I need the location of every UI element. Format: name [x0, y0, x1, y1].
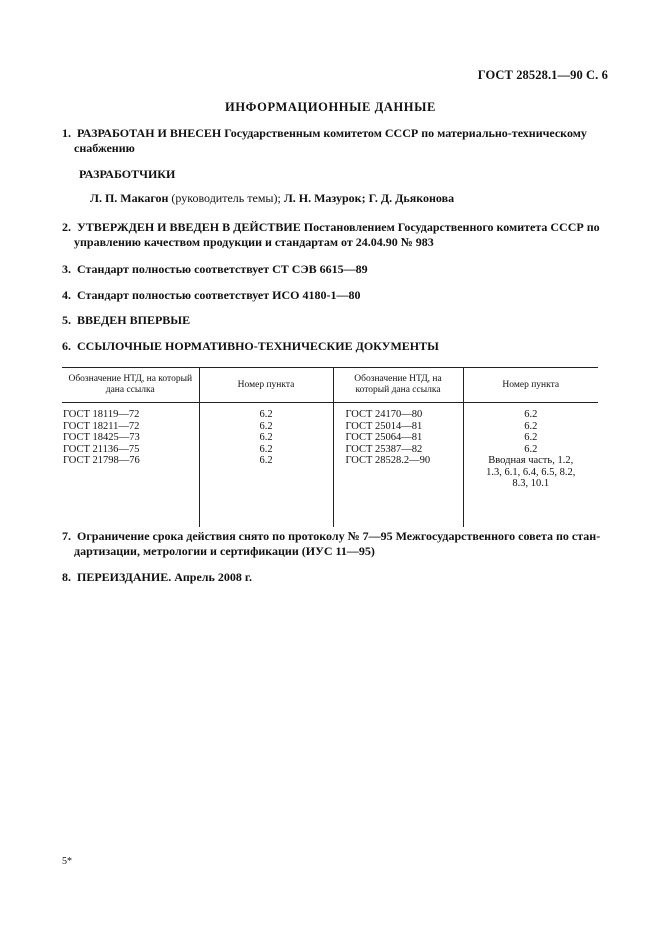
- header-ntd-designation: Обозначение НТД, на который дана ссылка: [68, 374, 193, 395]
- item-text: РАЗРАБОТАН И ВНЕСЕН Государственным комитетом СССР по материально-техническому: [77, 126, 587, 140]
- table-cell: ГОСТ 18119—72: [63, 409, 140, 420]
- item-text-continued: управлению качеством продукции и стандартам от 24.04.90 № 983: [74, 235, 434, 249]
- developer-name: Л. П. Макагон: [90, 191, 169, 205]
- header-item-number: Номер пункта: [199, 368, 333, 403]
- header-item-number: Номер пункта: [463, 368, 598, 403]
- ntd-list-left: [62, 403, 199, 528]
- table-cell: 6.2: [259, 432, 273, 443]
- item-text: ВВЕДЕН ВПЕРВЫЕ: [77, 313, 191, 327]
- item-8: [62, 570, 602, 585]
- item-1: [62, 126, 602, 156]
- developer-role: (руководитель темы);: [171, 191, 281, 205]
- item-text: Стандарт полностью соответствует СТ СЭВ 6615—89: [77, 262, 368, 276]
- item-numbers-right: [463, 403, 598, 528]
- developers-heading: РАЗРАБОТЧИКИ: [79, 167, 176, 181]
- item-number: 4.: [62, 288, 71, 302]
- table-cell: 6.2: [524, 432, 538, 443]
- table-cell: ГОСТ 24170—80: [345, 409, 423, 420]
- item-6: [62, 339, 602, 354]
- item-number: 6.: [62, 339, 71, 353]
- table-header-row: [62, 368, 598, 403]
- item-number: 3.: [62, 262, 71, 276]
- item-text-continued: снабжению: [74, 141, 135, 155]
- item-text-continued: дартизации, метрологии и сертификации (ИУС 11—95): [74, 544, 375, 558]
- table-cell: 6.2: [259, 409, 273, 420]
- table-row: [62, 403, 598, 528]
- table-cell: ГОСТ 21136—75: [63, 443, 140, 455]
- table-cell: 6.2: [259, 443, 273, 455]
- table-cell: 6.2: [259, 420, 273, 432]
- section-title: ИНФОРМАЦИОННЫЕ ДАННЫЕ: [225, 100, 436, 114]
- table-cell: ГОСТ 28528.2—90: [345, 455, 431, 466]
- item-number: 5.: [62, 313, 71, 327]
- developer-names-others: Л. Н. Мазурок; Г. Д. Дьяконова: [283, 191, 455, 205]
- item-number: 1.: [62, 126, 71, 140]
- item-text: ПЕРЕИЗДАНИЕ. Апрель 2008 г.: [77, 570, 252, 584]
- item-text: Стандарт полностью соответствует ИСО 4180-1—80: [77, 288, 361, 302]
- table-cell: ГОСТ 21798—76: [63, 455, 140, 466]
- item-text: УТВЕРЖДЕН И ВВЕДЕН В ДЕЙСТВИЕ Постановлением Государственного комитета СССР по: [77, 220, 600, 234]
- item-7: [62, 529, 602, 559]
- item-number: 7.: [62, 529, 71, 543]
- table-cell: ГОСТ 25064—81: [345, 432, 423, 443]
- item-number: 8.: [62, 570, 71, 584]
- table-cell: 6.2: [524, 409, 538, 420]
- table-cell: ГОСТ 25014—81: [345, 420, 423, 432]
- page-header: ГОСТ 28528.1—90 С. 6: [477, 68, 608, 82]
- item-number: 2.: [62, 220, 71, 234]
- ntd-list-right: [333, 403, 463, 528]
- item-numbers-left: [199, 403, 333, 528]
- item-text: ССЫЛОЧНЫЕ НОРМАТИВНО-ТЕХНИЧЕСКИЕ ДОКУМЕНТЫ: [77, 339, 439, 353]
- table-cell: 6.2: [524, 420, 538, 432]
- table-cell: ГОСТ 18211—72: [63, 420, 140, 432]
- table-cell: ГОСТ 25387—82: [345, 443, 423, 455]
- item-text: Ограничение срока действия снято по протоколу № 7—95 Межгосударственного совета по стан-: [77, 529, 601, 543]
- header-ntd-designation: Обозначение НТД, на который дана ссылка: [333, 368, 463, 403]
- developers-list: [90, 191, 454, 206]
- item-2: [62, 220, 602, 250]
- table-cell: ГОСТ 18425—73: [63, 432, 140, 443]
- item-3: [62, 262, 602, 277]
- table-cell: Вводная часть, 1.2, 1.3, 6.1, 6.4, 6.5, 8.2, 8.3, 10.1: [486, 455, 576, 489]
- footer-mark: 5*: [62, 856, 72, 867]
- table-cell: 6.2: [524, 443, 538, 455]
- references-table: [62, 367, 598, 527]
- item-5: [62, 313, 602, 328]
- item-4: [62, 288, 602, 303]
- table-cell: 6.2: [259, 455, 273, 466]
